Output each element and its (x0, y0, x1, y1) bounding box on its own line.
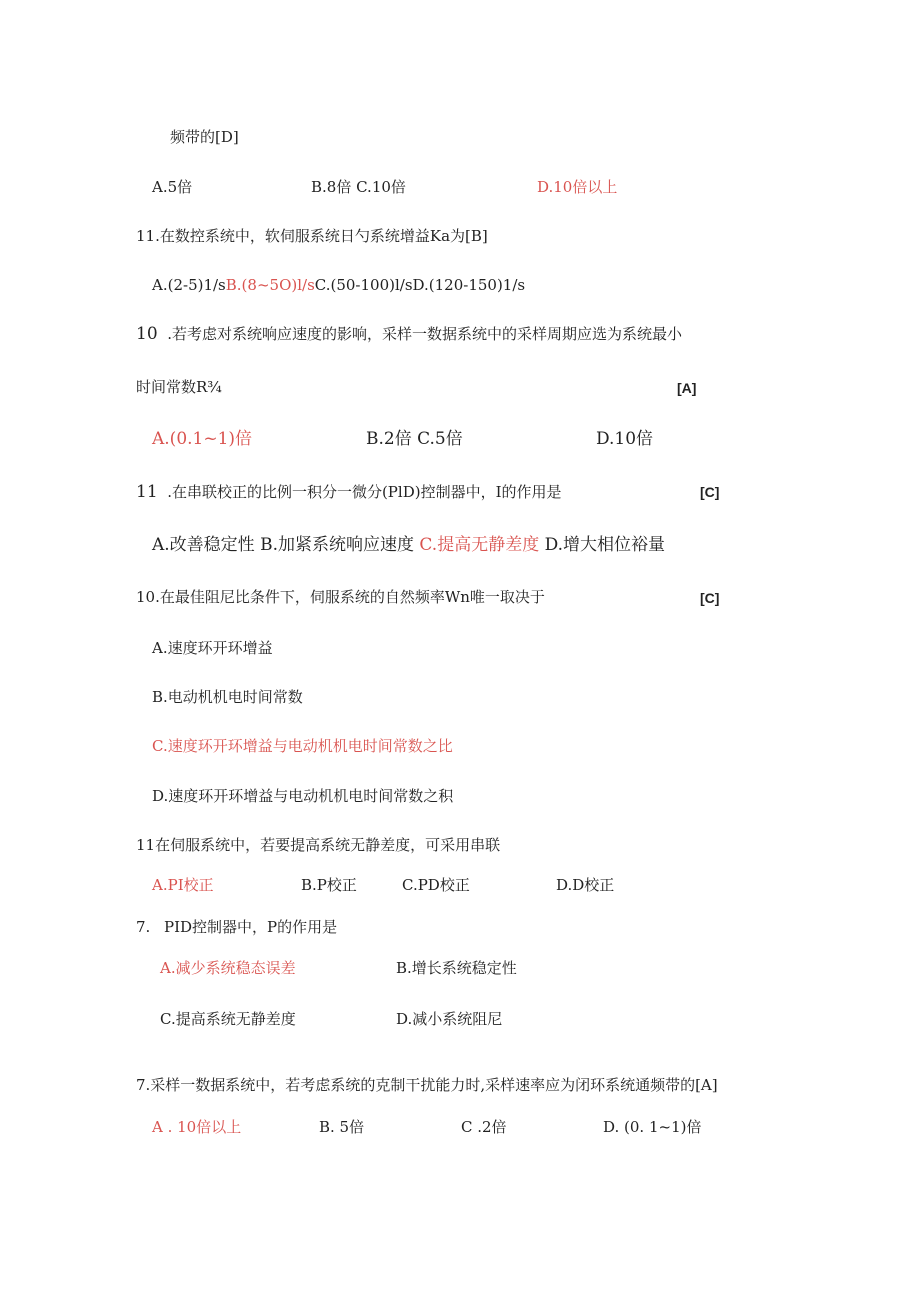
question-g-option-b: B.增长系统稳定性 (396, 959, 517, 977)
question-e-option-a: A.速度环开环增益 (152, 639, 273, 657)
question-c-option-bc: B.2倍 C.5倍 (366, 429, 463, 449)
question-e-option-d: D.速度环开环增益与电动机机电时间常数之积 (152, 787, 454, 805)
question-d-option-c-correct: C.提高无静差度 (419, 535, 540, 555)
question-b-option-a: A.(2-5)1/s (152, 276, 226, 294)
question-c-stem (136, 326, 682, 343)
question-c-stem-text: .若考虑对系统响应速度的影响，采样一数据系统中的采样周期应选为系统最小 (167, 325, 682, 343)
question-h-option-c: C .2倍 (461, 1118, 507, 1136)
question-g-number: 7. (136, 918, 151, 936)
question-c-option-a-correct: A.(0.1~1)倍 (152, 429, 253, 449)
question-e-option-b: B.电动机机电时间常数 (152, 688, 303, 706)
question-d-options (152, 537, 665, 554)
question-c-stem-cont: 时间常数R¾ (136, 378, 222, 396)
question-f-stem: 11在伺服系统中，若要提高系统无静差度，可采用串联 (136, 836, 501, 854)
question-b-stem: 11.在数控系统中，软伺服系统日勺系统增益Ka为[B] (136, 227, 488, 245)
question-h-option-d: D. (0. 1~1)倍 (603, 1118, 702, 1136)
question-f-option-a-correct: A.PI校正 (152, 876, 214, 894)
question-d-stem-text: .在串联校正的比例一积分一微分(PlD)控制器中，I的作用是 (167, 483, 562, 501)
question-h-option-b: B. 5倍 (319, 1118, 365, 1136)
question-d-number: 11 (136, 482, 158, 502)
question-b-option-cd: C.(50-100)l/sD.(120-150)1/s (314, 276, 526, 294)
question-g-stem: PID控制器中，P的作用是 (164, 918, 338, 936)
question-a-option-d-correct: D.10倍以上 (537, 178, 618, 196)
question-d-option-ab: A.改善稳定性 B.加紧系统响应速度 (152, 535, 414, 555)
question-d-answer: [C] (700, 484, 720, 500)
question-f-option-b: B.P校正 (301, 876, 357, 894)
question-h-option-a-correct: A . 10倍以上 (152, 1118, 242, 1136)
question-g-option-c: C.提高系统无静差度 (160, 1010, 296, 1028)
question-a-option-bc: B.8倍 C.10倍 (311, 178, 406, 196)
question-f-option-c: C.PD校正 (402, 876, 470, 894)
question-e-option-c-correct: C.速度环开环增益与电动机机电时间常数之比 (152, 737, 453, 755)
question-d-option-d: D.增大相位裕量 (544, 535, 666, 555)
question-e-answer: [C] (700, 590, 720, 606)
question-a-option-a: A.5倍 (152, 178, 193, 196)
question-c-number: 10 (136, 324, 158, 344)
question-c-answer: [A] (677, 380, 697, 396)
question-g-option-d: D.减小系统阻尼 (396, 1010, 503, 1028)
question-d-stem (136, 484, 562, 501)
question-g-option-a-correct: A.减少系统稳态误差 (160, 959, 296, 977)
question-h-stem: 7.采样一数据系统中，若考虑系统的克制干扰能力时,采样速率应为闭环系统通频带的[A] (136, 1076, 718, 1094)
question-e-stem: 10.在最佳阻尼比条件下，伺服系统的自然频率Wn唯一取决于 (136, 588, 545, 606)
question-b-option-b-correct: B.(8~5O)l/s (225, 276, 315, 294)
question-a-stem-cont: 频带的[D] (170, 128, 239, 146)
question-b-options (152, 278, 525, 293)
question-c-option-d: D.10倍 (596, 429, 654, 449)
question-f-option-d: D.D校正 (556, 876, 615, 894)
